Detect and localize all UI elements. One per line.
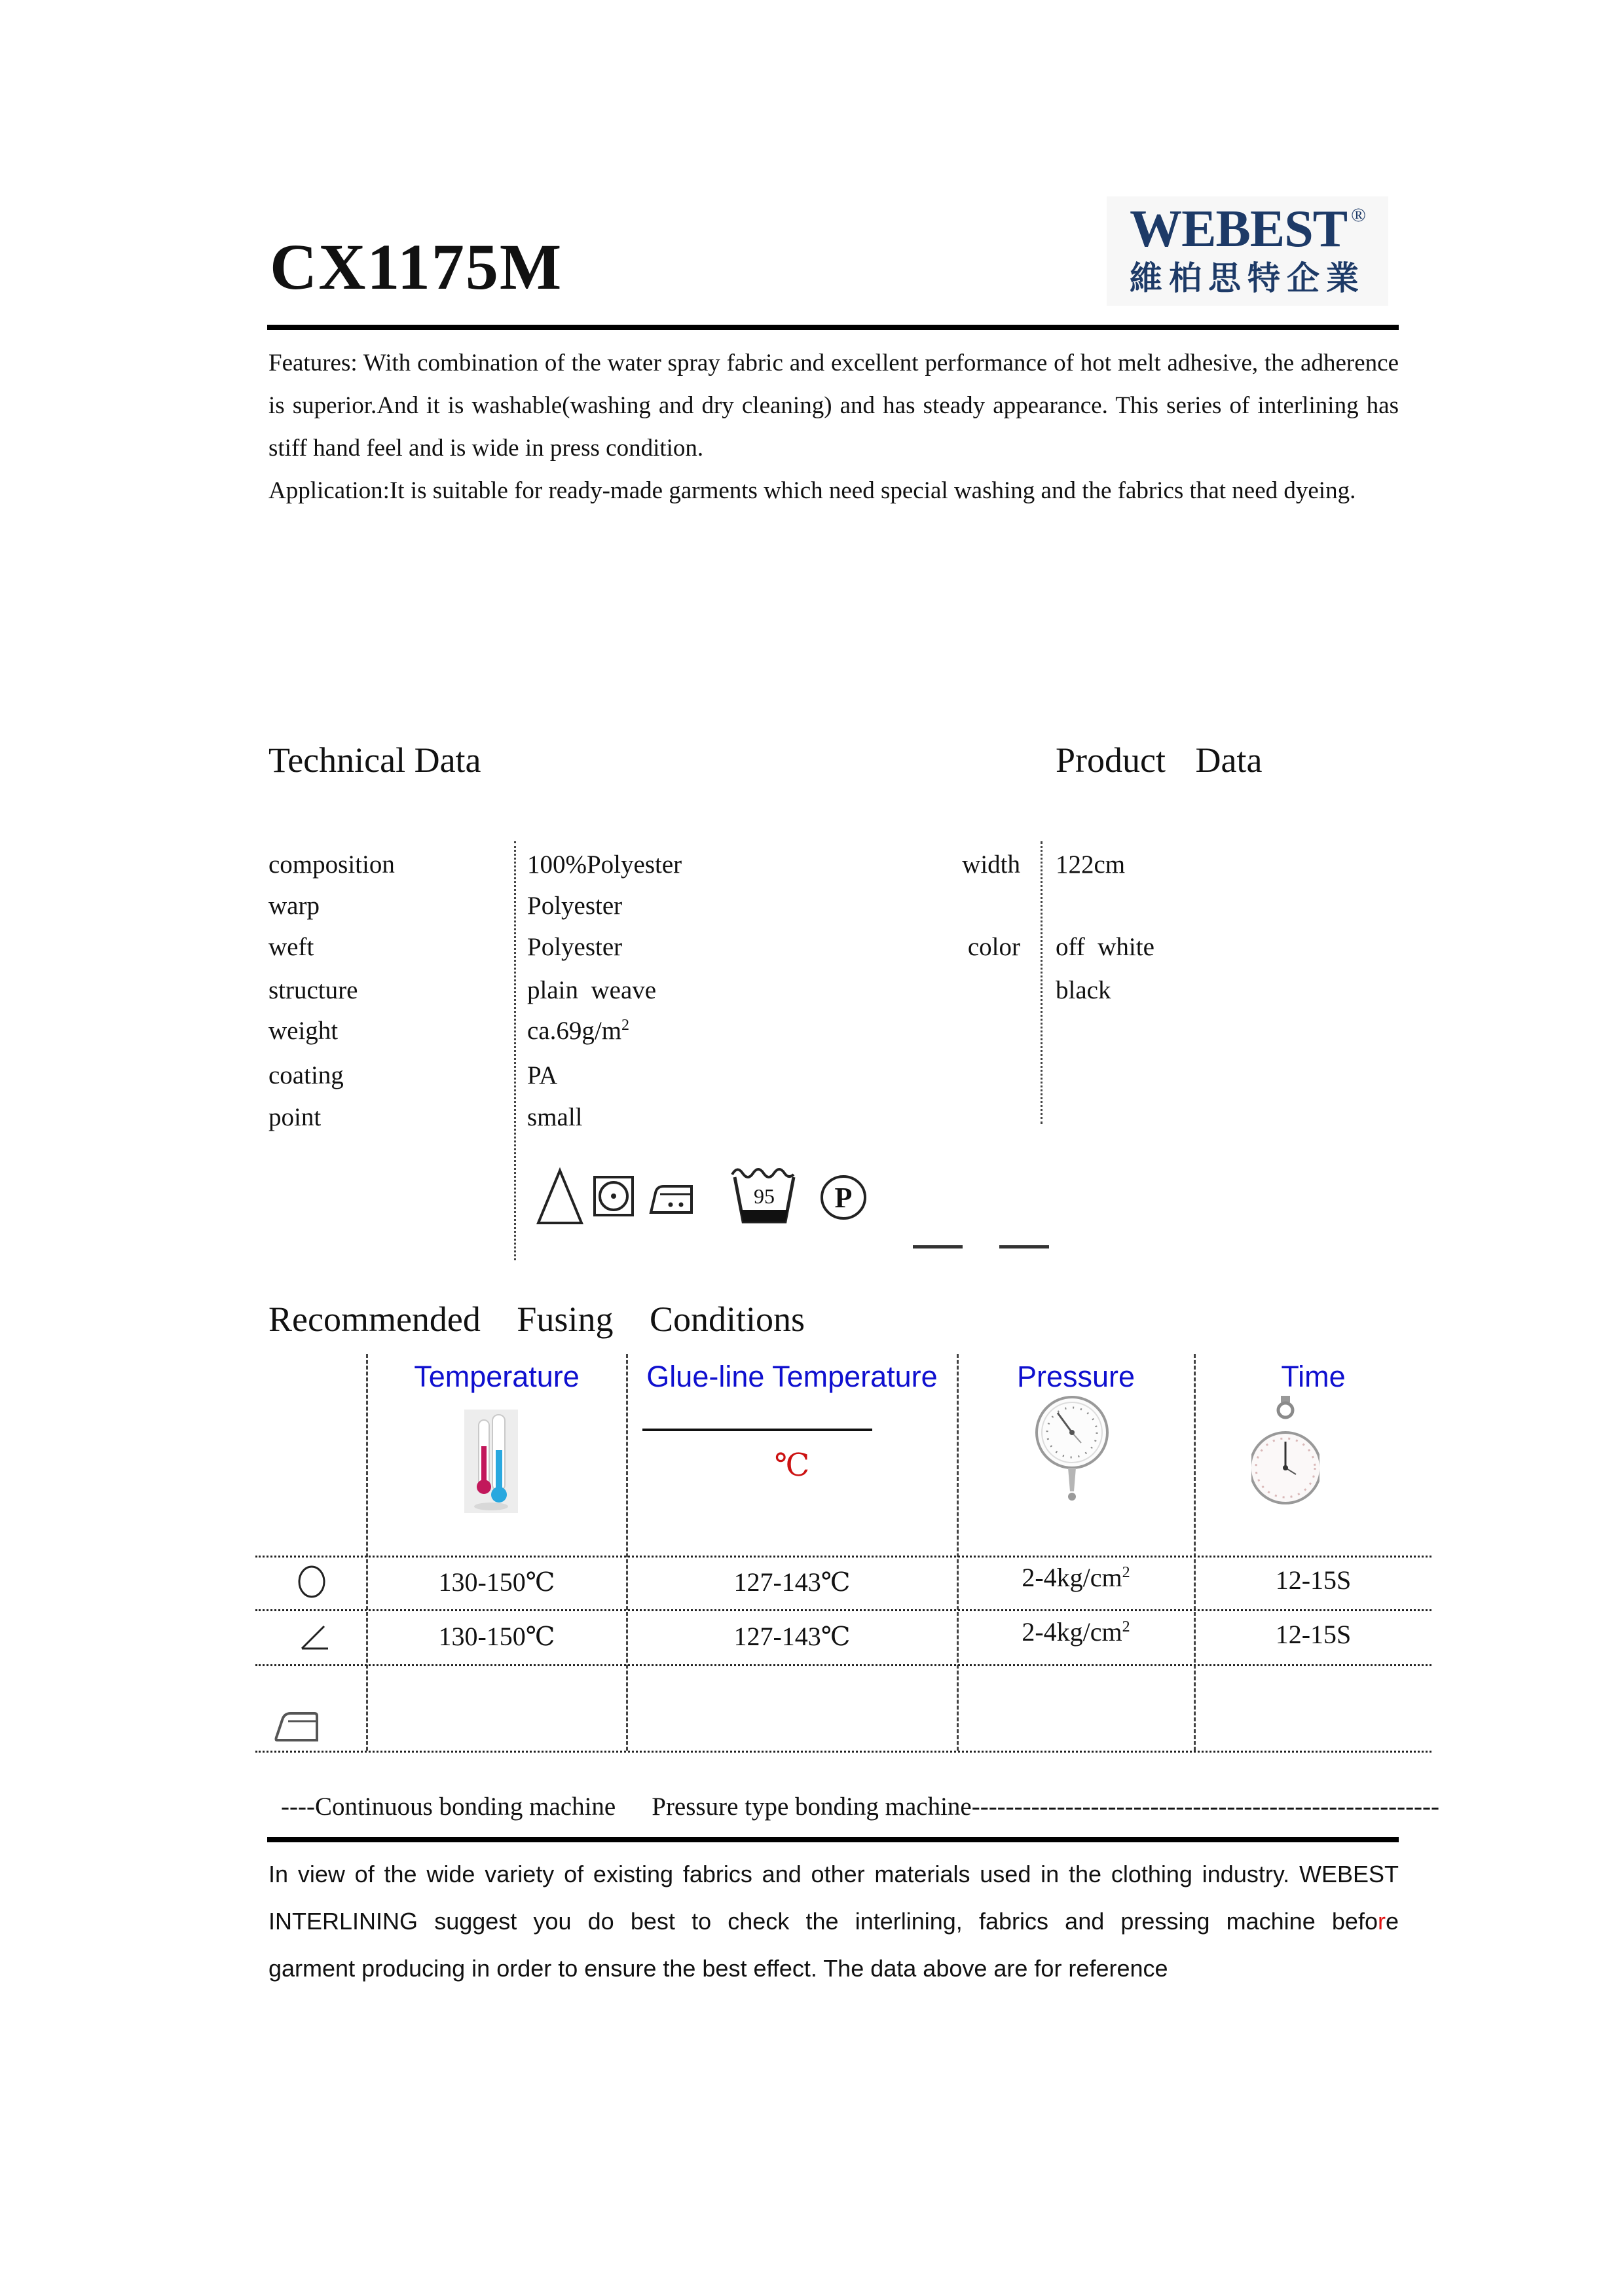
- time-value: 12-15S: [1275, 1565, 1352, 1595]
- pressure-value: $2-4kg/cm^2$: [1022, 1617, 1130, 1647]
- technical-data-heading: Technical Data: [268, 740, 481, 780]
- tumble-dry-icon: [593, 1175, 635, 1217]
- tech-value: Polyester: [527, 933, 623, 961]
- product-color-value-2: black: [1056, 976, 1111, 1004]
- row-divider: [255, 1664, 1431, 1666]
- glue-line-value: 127-143℃: [733, 1567, 851, 1597]
- angle-symbol: [297, 1621, 331, 1651]
- brand-logo-chinese: 維柏思特企業: [1130, 260, 1365, 297]
- tech-label: structure: [268, 976, 358, 1004]
- tech-value: PA: [527, 1061, 558, 1089]
- wash-95-icon: [726, 1164, 803, 1228]
- tech-table-divider: [514, 841, 516, 1260]
- tech-label: coating: [268, 1061, 344, 1089]
- temperature-value: 130-150℃: [438, 1622, 555, 1651]
- product-color-label: color: [967, 933, 1020, 961]
- features-paragraph: Features: With combination of the water spray fabric and excellent performance of hot melt adhesive, the adherence is superior.And it is washable(washing and dry cleaning) and has steady appearance. This series of interlining has stiff hand feel and is wide in press condition.: [268, 350, 1399, 462]
- glue-line-value: 127-143℃: [733, 1622, 851, 1651]
- product-width-label: width: [962, 850, 1020, 879]
- fusing-conditions-heading: Recommended Fusing Conditions: [268, 1300, 805, 1339]
- table-divider: [1194, 1354, 1196, 1751]
- product-color-value-1: off white: [1056, 933, 1154, 961]
- bottom-rule: [267, 1837, 1399, 1842]
- thermometer-icon: [464, 1410, 518, 1513]
- blank-line: [913, 1245, 963, 1248]
- table-divider: [366, 1354, 368, 1751]
- tech-label: warp: [268, 892, 320, 920]
- superscript: 2: [621, 1017, 630, 1034]
- column-header-temperature: Temperature: [414, 1360, 580, 1393]
- tech-label: weft: [268, 933, 314, 961]
- iron-symbol: [274, 1707, 321, 1745]
- brand-logo-text: WEBEST ®: [1130, 200, 1365, 258]
- column-header-time: Time: [1281, 1360, 1346, 1393]
- superscript: 2: [1122, 1564, 1130, 1581]
- temperature-value: 130-150℃: [438, 1567, 555, 1597]
- glue-line-blank: [642, 1429, 872, 1431]
- intro-block: [268, 342, 1399, 512]
- superscript: 2: [1122, 1618, 1130, 1635]
- wash-temp-label: 95: [754, 1184, 775, 1208]
- continuous-bonding-label: ----Continuous bonding machine: [281, 1793, 616, 1821]
- column-header-pressure: Pressure: [1016, 1360, 1135, 1393]
- tech-value: $ca.69g/m^2$: [527, 1017, 630, 1045]
- tech-label: point: [268, 1103, 322, 1131]
- blank-line: [999, 1245, 1049, 1248]
- footer-line-2: INTERLINING suggest you do best to check the interlining, fabrics and pressing machine before: [268, 1908, 1399, 1935]
- column-header-glue-line: Glue-line Temperature: [646, 1360, 938, 1393]
- dry-clean-letter: P: [834, 1182, 853, 1214]
- tech-value: 100%Polyester: [527, 850, 682, 879]
- pressure-bonding-label: Pressure type bonding machine-------------------------------------------------------: [652, 1793, 1440, 1821]
- pressure-gauge-icon: [1034, 1392, 1110, 1523]
- tech-value: Polyester: [527, 892, 623, 920]
- time-value: 12-15S: [1275, 1620, 1352, 1649]
- glue-line-unit: ℃: [774, 1448, 810, 1483]
- footer-line-1: In view of the wide variety of existing fabrics and other materials used in the clothing industry. WEBEST: [268, 1861, 1399, 1887]
- tech-label: composition: [268, 850, 395, 879]
- product-width-value: 122cm: [1056, 850, 1126, 879]
- circle-symbol: [297, 1565, 327, 1599]
- red-letter: r: [1377, 1908, 1386, 1935]
- iron-icon: [647, 1177, 695, 1218]
- stopwatch-icon: [1251, 1394, 1320, 1519]
- brand-logo: [1107, 196, 1388, 306]
- page-title: CX1175M: [270, 230, 563, 303]
- tech-value: small: [527, 1103, 583, 1131]
- product-data-heading: Product Data: [1056, 740, 1263, 780]
- pressure-value: $2-4kg/cm^2$: [1022, 1563, 1130, 1592]
- registered-mark: ®: [1351, 204, 1365, 226]
- product-table-divider: [1041, 841, 1043, 1124]
- row-divider: [255, 1556, 1431, 1558]
- row-divider: [255, 1609, 1431, 1611]
- tech-label: weight: [268, 1017, 339, 1045]
- footer-line-3: garment producing in order to ensure the best effect. The data above are for reference: [268, 1955, 1168, 1982]
- application-paragraph: Application:It is suitable for ready-made garments which need special washing and the fabrics that need dyeing.: [268, 477, 1356, 504]
- tech-value: plain weave: [527, 976, 657, 1004]
- table-divider: [957, 1354, 959, 1751]
- dry-clean-p-icon: [819, 1173, 868, 1222]
- fusing-table: [255, 1354, 1431, 1753]
- table-divider: [626, 1354, 628, 1751]
- top-rule: [267, 325, 1399, 330]
- bleach-triangle-icon: [536, 1167, 584, 1227]
